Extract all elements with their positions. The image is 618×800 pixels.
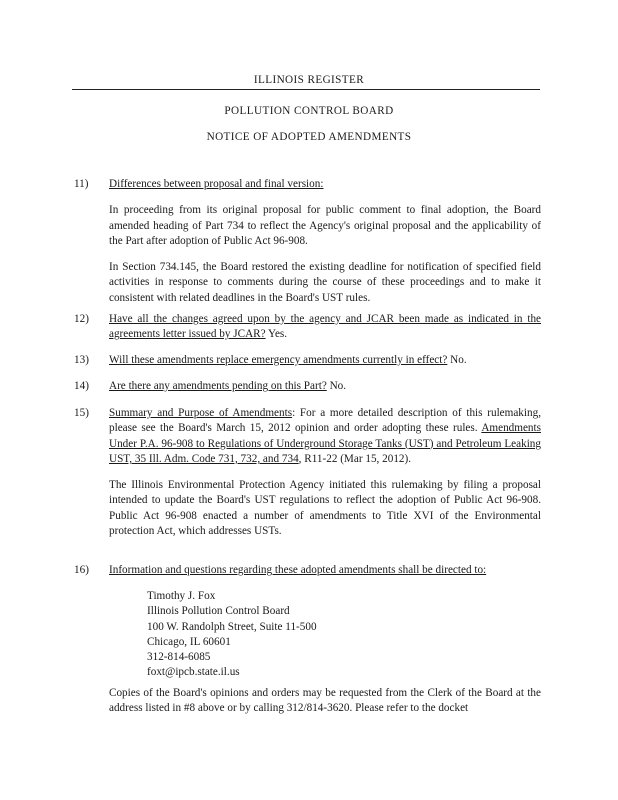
contact-street: 100 W. Randolph Street, Suite 11-500 <box>147 620 317 633</box>
item-12-question: Have all the changes agreed upon by the agency and JCAR been made as indicated in the agreements letter issued by JCAR? <box>109 313 541 341</box>
register-title: ILLINOIS REGISTER <box>253 74 365 86</box>
notice-title: NOTICE OF ADOPTED AMENDMENTS <box>206 131 412 143</box>
contact-city: Chicago, IL 60601 <box>147 635 231 648</box>
contact-email: foxt@ipcb.state.il.us <box>147 666 240 679</box>
board-title: POLLUTION CONTROL BOARD <box>224 105 394 117</box>
item-13-question: Will these amendments replace emergency amendments currently in effect? <box>109 354 448 366</box>
item-15-number: 15) <box>74 407 89 419</box>
item-16-number: 16) <box>74 564 89 576</box>
item-14-question: Are there any amendments pending on this Part? <box>109 380 327 392</box>
item-12-answer: Yes. <box>267 328 288 341</box>
item-15-para2: The Illinois Environmental Protection Agency initiated this rulemaking by filing a proposal intended to update the Board's UST regulations to reflect the adoption of Public Act 96-908. Public Act 96-908 enacted a number of amendments to Title XVI of the Environmental protection Act, which addresses USTs. <box>109 479 541 538</box>
item-11-number: 11) <box>74 178 89 190</box>
item-15-docket: , R11-22 (Mar 15, 2012). <box>298 452 412 465</box>
item-11-heading: Differences between proposal and final version: <box>109 178 324 190</box>
item-15-citation: Amendments Under P.A. 96-908 to Regulations of Underground Storage Tanks (UST) and Petroleum Leaking UST, 35 Ill. Adm. Code 731, 732, and 734 <box>109 422 541 465</box>
contact-phone: 312-814-6085 <box>147 651 211 664</box>
item-11-para1: In proceeding from its original proposal for public comment to final adoption, the Board amended heading of Part 734 to reflect the Agency's original proposal and the applicability of the Part after adoption of Public Act 96-908. <box>109 204 541 247</box>
header-rule <box>72 89 540 90</box>
item-14-block <box>109 379 541 394</box>
contact-address <box>147 589 467 681</box>
item-16-heading: Information and questions regarding these adopted amendments shall be directed to: <box>109 564 487 576</box>
item-13-number: 13) <box>74 354 89 366</box>
item-11-block <box>109 177 541 306</box>
item-15-intro: : For a more detailed description of this rulemaking, please see the Board's March 15, 2012 opinion and order adopting these rules. <box>109 407 541 435</box>
contact-org: Illinois Pollution Control Board <box>147 605 290 618</box>
contact-name: Timothy J. Fox <box>147 590 216 602</box>
item-14-number: 14) <box>74 380 89 392</box>
item-16-closing: Copies of the Board's opinions and orders may be requested from the Clerk of the Board at the address listed in #8 above or by calling 312/814-3620. Please refer to the docket <box>109 687 541 715</box>
item-13-block <box>109 353 541 368</box>
item-11-para2: In Section 734.145, the Board restored the existing deadline for notification of specified field activities in response to comments during the course of these proceedings and to make it consistent with related deadlines in the Board's UST rules. <box>109 261 541 304</box>
item-15-heading: Summary and Purpose of Amendments <box>109 407 293 419</box>
item-16-block <box>109 563 541 578</box>
closing-block <box>109 686 541 717</box>
item-14-answer: No. <box>329 380 347 392</box>
item-15-block <box>109 406 541 539</box>
item-12-number: 12) <box>74 313 89 325</box>
item-13-answer: No. <box>450 354 467 366</box>
item-12-block <box>109 312 541 343</box>
